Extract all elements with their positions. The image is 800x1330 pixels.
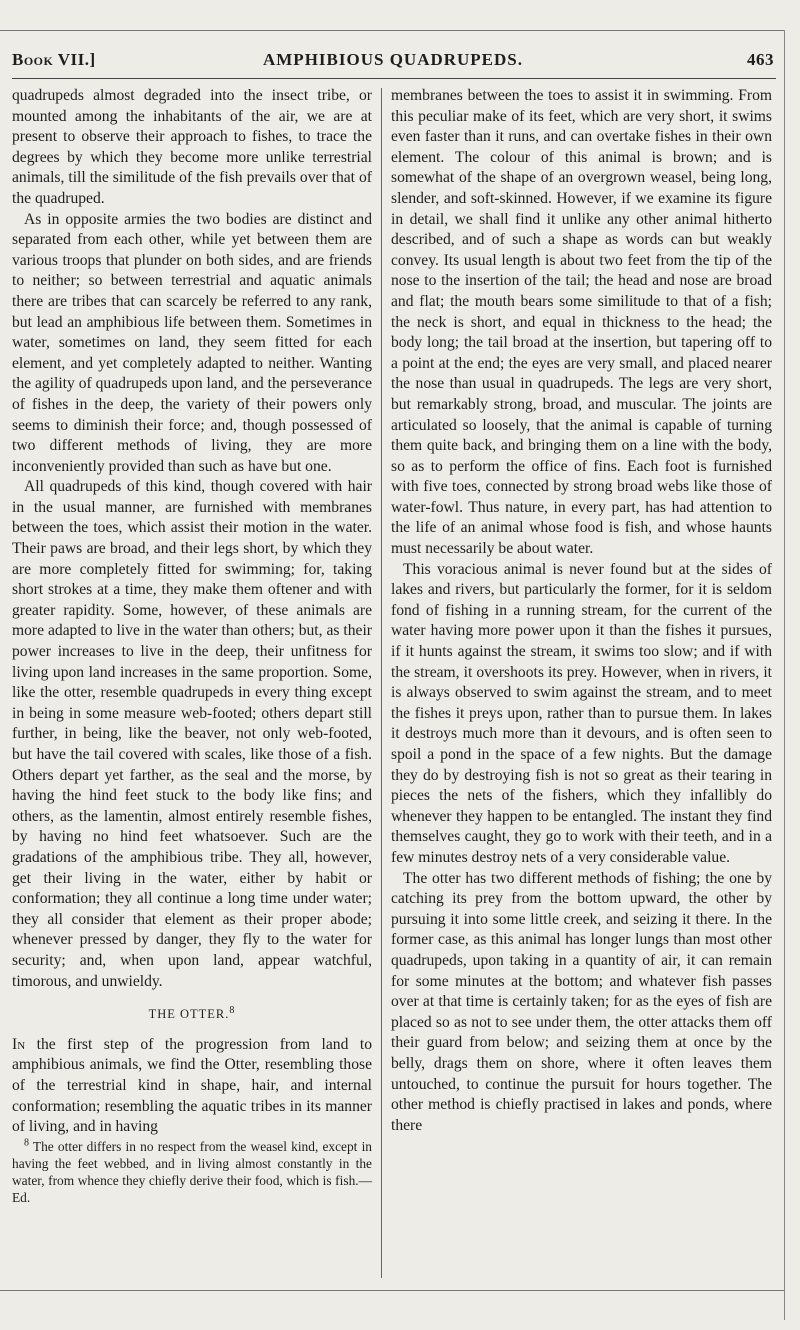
- page-number: 463: [747, 50, 774, 69]
- column-divider: [381, 88, 382, 1278]
- paragraph: [12, 1035, 372, 1138]
- footnote-text: The otter differs in no respect from the weasel kind, except in having the feet webbed, and in living almost constantly in the water, from whence they chiefly derive their food, which is fish.—Ed.: [12, 1138, 372, 1205]
- left-column: [12, 86, 372, 1206]
- paragraph: membranes between the toes to assist it in swimming. From this peculiar make of its feet, which are very short, it swims even faster than it runs, and can overtake fishes in their own element. The colour of this animal is brown; and is somewhat of the shape of an overgrown weasel, being long, slender, and soft-skinned. However, if we examine its figure in detail, we shall find it unlike any other animal hitherto described, and of such a shape as words can but weakly convey. Its usual length is about two feet from the tip of the nose to the insertion of the tail; the head and nose are broad and flat; the mouth bears some similitude to that of a fish; the neck is short, and equal in thickness to the head; the body long; the tail broad at the insertion, but tapering off to a point at the end; the eyes are very small, and placed nearer the nose than usual in quadrupeds. The legs are very short, but remarkably strong, broad, and muscular. The joints are articulated so loosely, that the animal is capable of turning them quite back, and bringing them on a line with the body, so as to perform the office of fins. Each foot is furnished with five toes, connected by strong broad webs like those of water-fowl. Thus nature, in every part, has had attention to the life of an animal whose food is fish, and whose haunts must necessarily be about water.: [391, 87, 772, 558]
- right-column: [391, 86, 772, 1136]
- paragraph-text: the first step of the progression from land to amphibious animals, we find the Otter, resembling those of the terrestrial kind in shape, hair, and internal conformation; resembling the aquatic tribes in its manner of living, and in having: [12, 1035, 372, 1136]
- header-rule: [12, 78, 776, 79]
- paragraph: As in opposite armies the two bodies are distinct and separated from each other, while yet between them are various troops that plunder on both sides, and are friends to neither; so between terrestrial and aquatic animals there are tribes that can scarcely be referred to any rank, but lead an amphibious life between them. Sometimes in water, sometimes on land, they seem fitted for each element, and yet completely adapted to neither. Wanting the agility of quadrupeds upon land, and the perseverance of fishes in the deep, the variety of their powers only seems to diminish their force; and, though possessed of two different methods of living, they are more inconveniently provided than such as have but one.: [12, 210, 372, 475]
- paragraph: This voracious animal is never found but at the sides of lakes and rivers, but particularly the former, for it is seldom fond of fishing in a running stream, for the current of the water having more power upon it than the fishes it pursues, if it hunts against the stream, it swims too slow; and if with the stream, it overshoots its prey. However, when in rivers, it is always observed to swim against the stream, and to meet the fishes it preys upon, rather than to pursue them. In lakes it destroys much more than it devours, and is often seen to spoil a pond in the space of a few nights. But the damage they do by destroying fish is not so great as their tearing in pieces the nets of the fishers, which they infallibly do whenever they happen to be entangled. The instant they find themselves caught, they go to work with their teeth, and in a few minutes destroy nets of a very considerable value.: [391, 560, 772, 866]
- running-title: AMPHIBIOUS QUADRUPEDS.: [262, 50, 524, 69]
- paragraph: quadrupeds almost degraded into the insect tribe, or mounted among the inhabitants of the air, we are at present to observe their approach to fishes, to trace the degrees by which they become more unlike terrestrial animals, till the similitude of the fish prevails over that of the quadruped.: [12, 87, 372, 207]
- footnote-marker: 8: [229, 1004, 236, 1016]
- paragraph: The otter has two different methods of fishing; the one by catching its prey from the bottom upward, the other by pursuing it into some little creek, and seizing it there. In the former case, as this animal has longer lungs than most other quadrupeds, upon taking in a quantity of air, it can remain for some minutes at the bottom; and whatever fish passes over at that time is certainly taken; for as the eyes of fish are placed so as not to see under them, the otter attacks them off their guard from below; and seizing them at once by the belly, drags them on shore, where it often leaves them untouched, to continue the pursuit for hours together. The other method is chiefly practised in lakes and ponds, where there: [391, 869, 772, 1134]
- book-label: Book VII.]: [12, 50, 96, 69]
- footnote: [12, 1138, 372, 1206]
- right-edge-line: [784, 30, 785, 1320]
- paragraph: All quadrupeds of this kind, though covered with hair in the usual manner, are furnished with membranes between the toes, which assist their motion in the water. Their paws are broad, and their legs short, by which they are more completely fitted for swimming; for, taking short strokes at a time, they make them oftener and with greater rapidity. Some, however, of these animals are more adapted to live in the water than others; but, as their power increases to live in the deep, their unfitness for living upon land increases in the same proportion. Some, like the otter, resemble quadrupeds in every thing except in being in some measure web-footed; others depart still further, in being, like the beaver, not only web-footed, but have the tail covered with scales, like those of a fish. Others depart yet farther, as the seal and the morse, by having the hind feet stuck to the body like fins; and others, as the lamentin, almost entirely resemble fishes, by having no hind feet whatsoever. Such are the gradations of the amphibious tribe. They all, however, get their living in the water, either by habit or conformation; they all continue a long time under water; they all consider that element as their proper abode; whenever pressed by danger, they fly to the water for security; and, when upon land, appear watchful, timorous, and unwieldy.: [12, 478, 372, 990]
- bottom-edge-line: [0, 1290, 784, 1291]
- initial-word: In: [12, 1035, 26, 1053]
- running-header: [12, 50, 774, 80]
- top-edge-line: [0, 30, 784, 31]
- footnote-number: 8: [24, 1137, 29, 1149]
- section-heading-text: THE OTTER.: [148, 1007, 230, 1022]
- section-heading: [12, 1004, 372, 1025]
